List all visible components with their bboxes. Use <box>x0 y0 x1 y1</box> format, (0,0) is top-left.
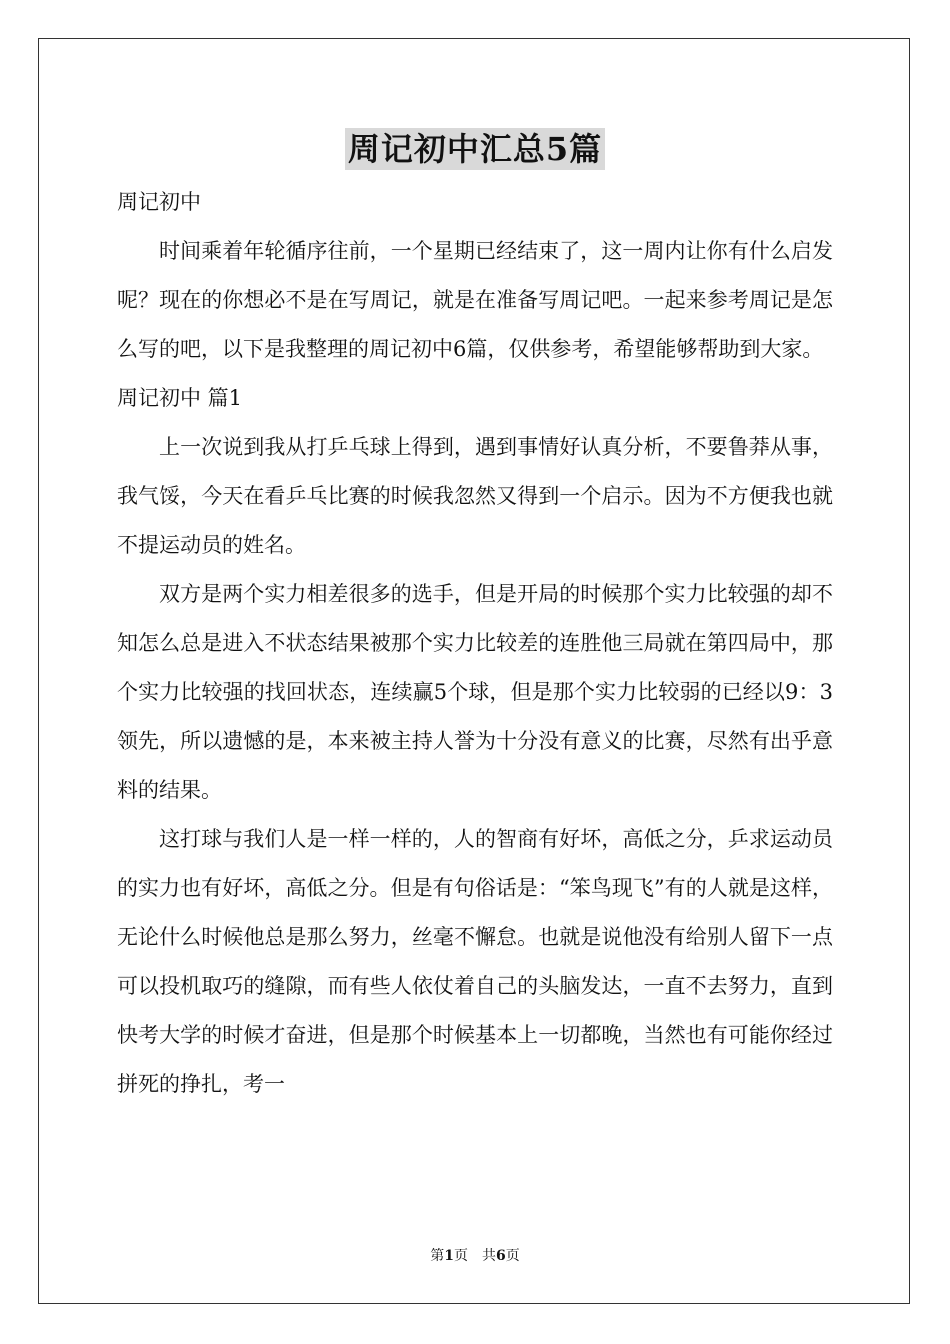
current-page-number: 1 <box>444 1248 454 1264</box>
page-prefix: 第 <box>430 1248 445 1264</box>
section-heading: 周记初中 <box>117 190 201 214</box>
page-footer <box>0 1246 950 1266</box>
document-body <box>117 178 833 1109</box>
total-page-number: 6 <box>496 1248 506 1264</box>
section-heading: 周记初中 篇1 <box>117 386 243 410</box>
total-prefix: 共 <box>482 1248 496 1264</box>
total-unit: 页 <box>505 1248 520 1264</box>
body-paragraph: 双方是两个实力相差很多的选手，但是开局的时候那个实力比较强的却不知怎么总是进入不状态结果被那个实力比较差的连胜他三局就在第四局中，那个实力比较强的找回状态，连续赢5个球，但是那个实力比较弱的已经以9：3领先，所以遗憾的是，本来被主持人誉为十分没有意义的比赛，尽然有出乎意料的结果。 <box>117 582 833 802</box>
page-unit: 页 <box>454 1248 468 1264</box>
intro-paragraph: 时间乘着年轮循序往前，一个星期已经结束了，这一周内让你有什么启发呢？现在的你想必不是在写周记，就是在准备写周记吧。一起来参考周记是怎么写的吧，以下是我整理的周记初中6篇，仅供参考，希望能够帮助到大家。 <box>117 239 833 361</box>
body-paragraph: 上一次说到我从打乒乓球上得到，遇到事情好认真分析，不要鲁莽从事，我气馁，今天在看乒乓比赛的时候我忽然又得到一个启示。因为不方便我也就不提运动员的姓名。 <box>117 435 833 557</box>
title-container <box>0 128 950 170</box>
document-title: 周记初中汇总5篇 <box>345 128 605 170</box>
body-paragraph: 这打球与我们人是一样一样的，人的智商有好坏，高低之分，乒求运动员的实力也有好坏，高低之分。但是有句俗话是：“笨鸟现飞”有的人就是这样，无论什么时候他总是那么努力，丝毫不懈怠。也就是说他没有给别人留下一点可以投机取巧的缝隙，而有些人依仗着自己的头脑发达，一直不去努力，直到快考大学的时候才奋进，但是那个时候基本上一切都晚，当然也有可能你经过拼死的挣扎，考一 <box>117 827 833 1096</box>
